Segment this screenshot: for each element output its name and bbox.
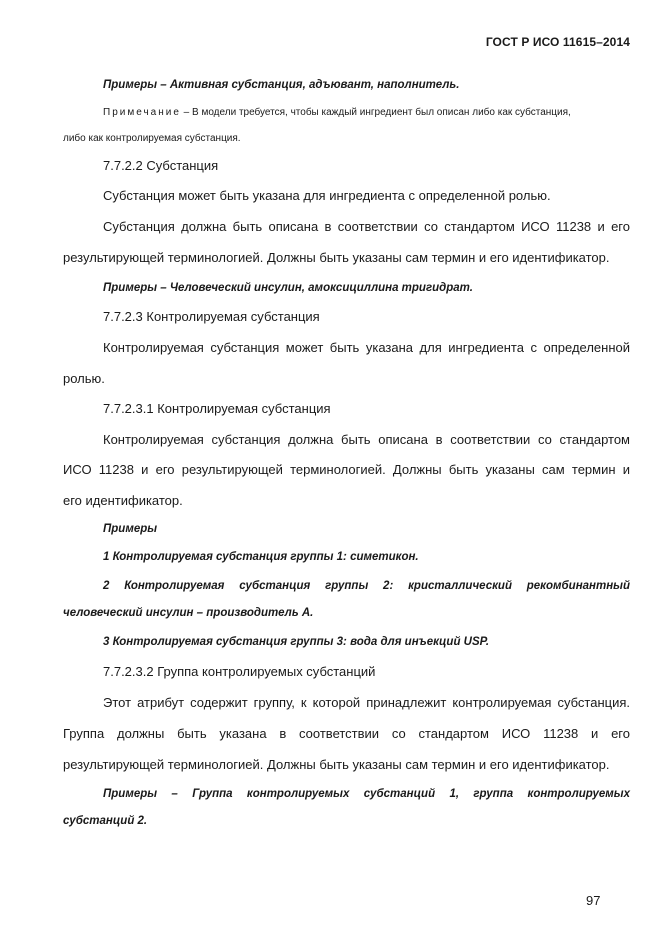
paragraph-line: Контролируемая субстанция может быть указана для ингредиента с определенной xyxy=(103,340,630,355)
paragraph-line: результирующей терминологией. Должны быть указаны сам термин и его идентификатор. xyxy=(63,757,610,772)
document-header: ГОСТ Р ИСО 11615–2014 xyxy=(485,35,630,49)
paragraph-line: его идентификатор. xyxy=(63,493,183,508)
paragraph-line: ИСО 11238 и его результирующей терминологией. Должны быть указаны сам термин и xyxy=(63,462,630,477)
examples-line-groups: Примеры – Группа контролируемых субстанций 1, группа контролируемых xyxy=(103,788,630,800)
section-heading-7-7-2-3-1: 7.7.2.3.1 Контролируемая субстанция xyxy=(103,401,331,416)
paragraph-line: Субстанция должна быть описана в соответствии со стандартом ИСО 11238 и его xyxy=(103,219,630,234)
paragraph-line: результирующей терминологией. Должны быть указаны сам термин и его идентификатор. xyxy=(63,250,610,265)
examples-title: Примеры xyxy=(103,523,158,535)
example-item-2: 2 Контролируемая субстанция группы 2: кристаллический рекомбинантный xyxy=(103,580,630,592)
examples-line-substances: Примеры – Человеческий инсулин, амоксициллина тригидрат. xyxy=(103,282,473,294)
paragraph-line: ролью. xyxy=(63,371,105,386)
note-text: – В модели требуется, чтобы каждый ингредиент был описан либо как субстанция, xyxy=(180,107,571,118)
page-number: 97 xyxy=(586,893,601,908)
section-heading-7-7-2-3-2: 7.7.2.3.2 Группа контролируемых субстанций xyxy=(103,664,376,679)
example-item-3: 3 Контролируемая субстанция группы 3: вода для инъекций USP. xyxy=(103,636,490,648)
examples-line-groups-continuation: субстанций 2. xyxy=(63,815,148,827)
examples-line-ingredient-roles: Примеры – Активная субстанция, адъювант, наполнитель. xyxy=(103,79,460,91)
example-item-2-continuation: человеческий инсулин – производитель А. xyxy=(63,607,314,619)
section-heading-7-7-2-3: 7.7.2.3 Контролируемая субстанция xyxy=(103,309,320,324)
paragraph-line: Контролируемая субстанция должна быть описана в соответствии со стандартом xyxy=(103,432,630,447)
note-continuation: либо как контролируемая субстанция. xyxy=(63,133,241,144)
note-line xyxy=(103,107,571,118)
paragraph-line: Этот атрибут содержит группу, к которой принадлежит контролируемая субстанция. xyxy=(103,695,630,710)
paragraph-line: Группа должны быть указана в соответствии со стандартом ИСО 11238 и его xyxy=(63,726,630,741)
section-heading-7-7-2-2: 7.7.2.2 Субстанция xyxy=(103,158,219,173)
note-label: Примечание xyxy=(103,107,181,118)
paragraph-line: Субстанция может быть указана для ингредиента с определенной ролью. xyxy=(103,188,551,203)
example-item-1: 1 Контролируемая субстанция группы 1: симетикон. xyxy=(103,551,419,563)
